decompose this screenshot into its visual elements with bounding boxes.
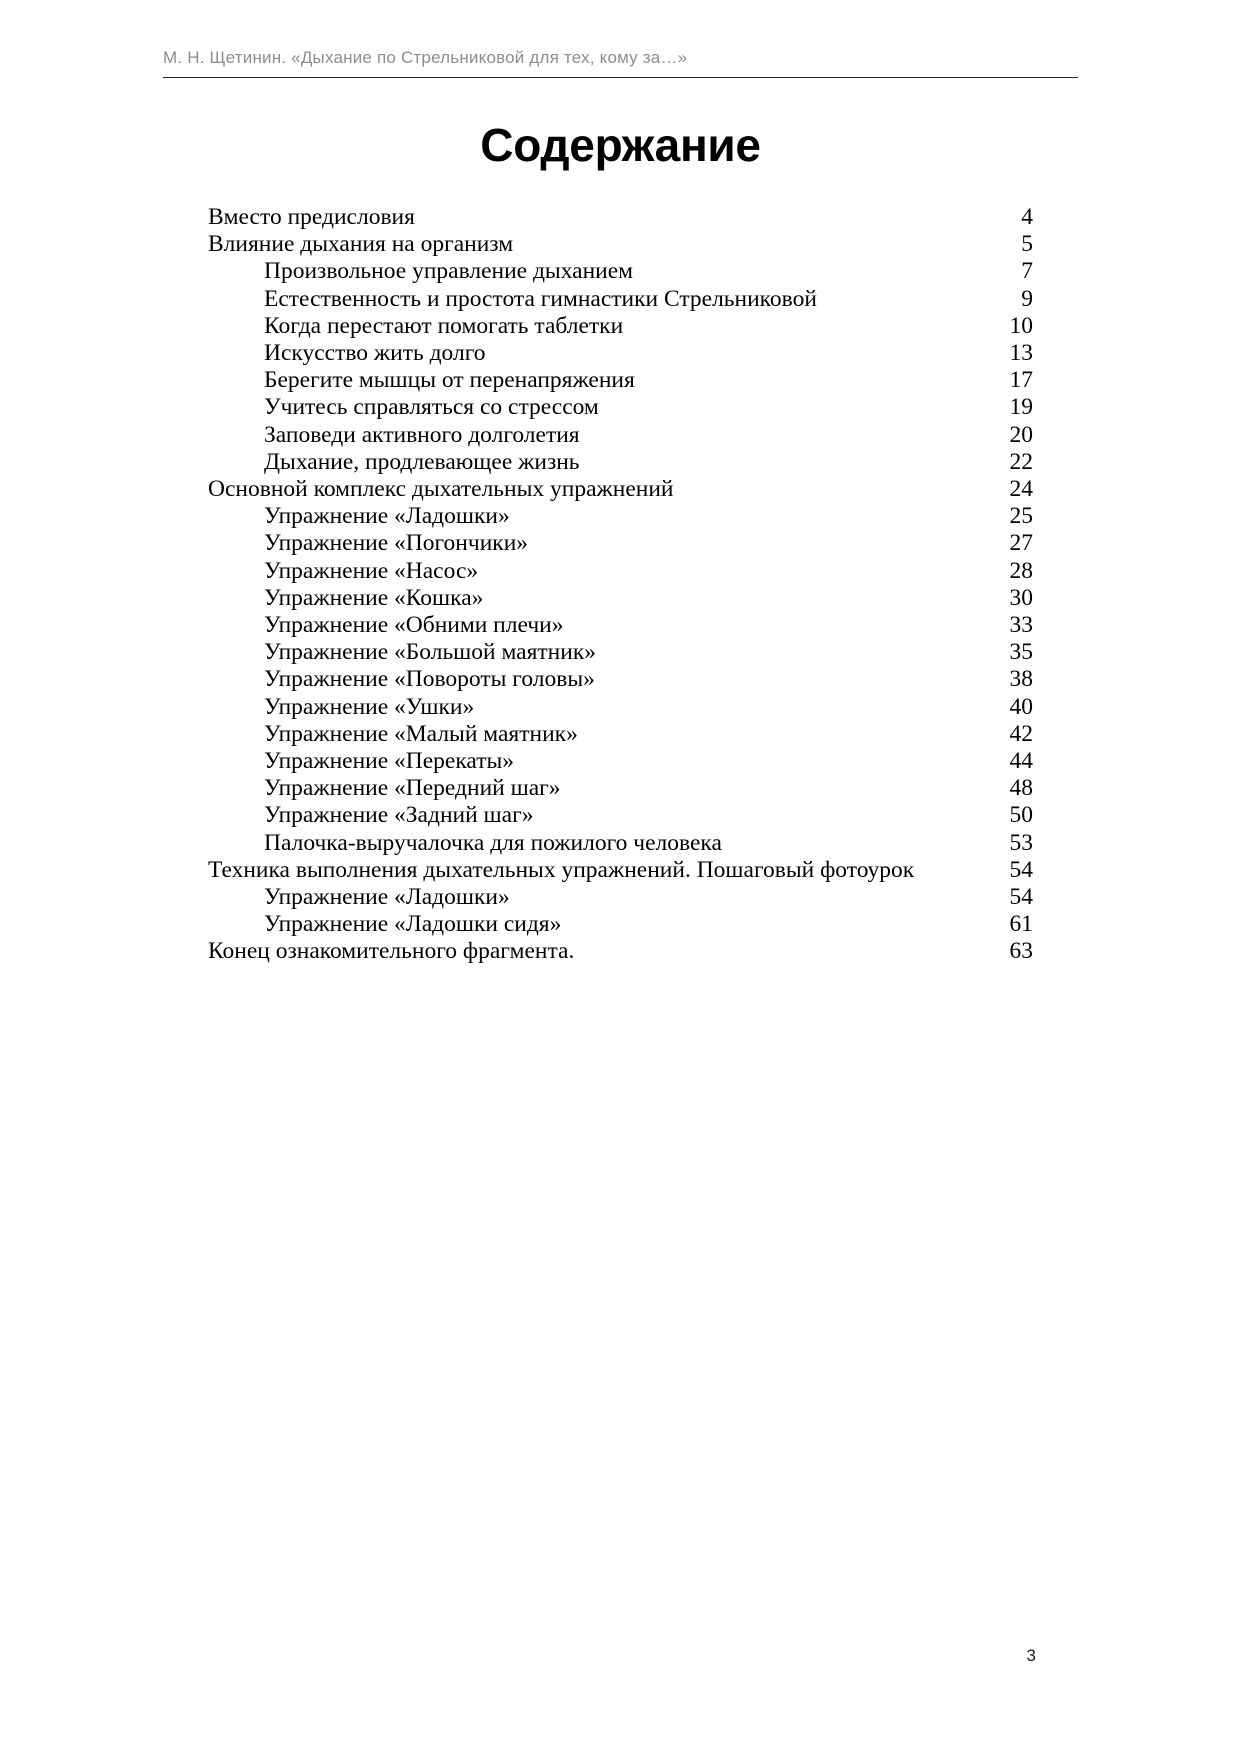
page-title: Содержание	[480, 119, 761, 171]
toc-entry-page-number: 28	[1009, 557, 1033, 584]
toc-entry[interactable]	[208, 558, 1033, 585]
toc-entry-page-number: 25	[1009, 503, 1033, 530]
toc-entry-page-number: 63	[1009, 938, 1033, 965]
toc-entry-label: Упражнение «Насос»	[264, 557, 479, 584]
toc-entry-label: Конец ознакомительного фрагмента.	[208, 938, 575, 965]
toc-entry-page-number: 53	[1009, 829, 1033, 856]
toc-entry-label: Упражнение «Малый маятник»	[264, 720, 578, 747]
toc-entry-page-number: 20	[1009, 421, 1033, 448]
toc-entry[interactable]	[208, 231, 1033, 258]
toc-entry[interactable]	[208, 204, 1033, 231]
toc-entry-label: Упражнение «Перекаты»	[264, 748, 515, 775]
toc-entry-label: Когда перестают помогать таблетки	[264, 312, 624, 339]
toc-entry[interactable]	[208, 639, 1033, 666]
toc-entry-page-number: 4	[1021, 204, 1033, 230]
toc-entry-label: Дыхание, продлевающее жизнь	[264, 448, 580, 475]
toc-entry-label: Учитесь справляться со стрессом	[264, 394, 599, 421]
toc-entry-label: Палочка-выручалочка для пожилого человека	[264, 829, 722, 856]
toc-entry-label: Основной комплекс дыхательных упражнений	[208, 476, 674, 503]
toc-entry-page-number: 33	[1009, 612, 1033, 639]
toc-entry[interactable]	[208, 503, 1033, 530]
toc-entry-page-number: 35	[1009, 639, 1033, 666]
toc-entry[interactable]	[208, 775, 1033, 802]
toc-entry-page-number: 9	[1021, 285, 1033, 312]
toc-entry-page-number: 13	[1009, 340, 1033, 367]
toc-entry[interactable]	[208, 286, 1033, 313]
toc-entry-label: Вместо предисловия	[208, 204, 415, 230]
toc-entry-page-number: 19	[1009, 394, 1033, 421]
toc-entry-page-number: 30	[1009, 584, 1033, 611]
toc-entry-page-number: 40	[1009, 693, 1033, 720]
running-header	[163, 48, 1078, 78]
toc-entry[interactable]	[208, 666, 1033, 693]
running-header-text: М. Н. Щетинин. «Дыхание по Стрельниковой для тех, кому за…»	[163, 48, 688, 67]
toc-entry[interactable]	[208, 367, 1033, 394]
toc-entry-label: Произвольное управление дыханием	[264, 258, 634, 285]
toc-entry-page-number: 17	[1009, 367, 1033, 394]
footer-page-number: 3	[1026, 1646, 1036, 1665]
toc-entry[interactable]	[208, 449, 1033, 476]
toc-entry-page-number: 38	[1009, 666, 1033, 693]
toc-entry-label: Заповеди активного долголетия	[264, 421, 580, 448]
toc-entry[interactable]	[208, 884, 1033, 911]
toc-entry-page-number: 7	[1021, 258, 1033, 285]
header-divider	[163, 77, 1078, 78]
toc-entry[interactable]	[208, 857, 1033, 884]
toc-entry-label: Упражнение «Ушки»	[264, 693, 475, 720]
toc-entry[interactable]	[208, 911, 1033, 938]
toc-entry-label: Упражнение «Ладошки сидя»	[264, 911, 562, 938]
toc-entry-page-number: 44	[1009, 748, 1033, 775]
toc-entry-label: Берегите мышцы от перенапряжения	[264, 367, 635, 394]
toc-entry-label: Упражнение «Передний шаг»	[264, 775, 561, 802]
toc-entry[interactable]	[208, 394, 1033, 421]
toc-entry-label: Упражнение «Повороты головы»	[264, 666, 595, 693]
toc-entry[interactable]	[208, 530, 1033, 557]
toc-entry-label: Упражнение «Кошка»	[264, 584, 484, 611]
toc-entry[interactable]	[208, 476, 1033, 503]
toc-entry-page-number: 50	[1009, 802, 1033, 829]
toc-entry[interactable]	[208, 585, 1033, 612]
toc-entry[interactable]	[208, 748, 1033, 775]
toc-entry-page-number: 22	[1009, 448, 1033, 475]
toc-entry[interactable]	[208, 721, 1033, 748]
toc-entry-page-number: 54	[1009, 856, 1033, 883]
toc-entry-page-number: 42	[1009, 720, 1033, 747]
toc-entry-label: Техника выполнения дыхательных упражнений. Пошаговый фотоурок	[208, 856, 915, 883]
toc-entry[interactable]	[208, 830, 1033, 857]
toc-entry-page-number: 54	[1009, 884, 1033, 911]
toc-entry-label: Упражнение «Задний шаг»	[264, 802, 534, 829]
toc-entry[interactable]	[208, 694, 1033, 721]
toc-entry[interactable]	[208, 612, 1033, 639]
toc-entry-label: Упражнение «Ладошки»	[264, 503, 510, 530]
toc-entry-page-number: 61	[1009, 911, 1033, 938]
toc-entry[interactable]	[208, 258, 1033, 285]
toc-entry-label: Упражнение «Обними плечи»	[264, 612, 564, 639]
toc-entry[interactable]	[208, 340, 1033, 367]
toc-entry-page-number: 5	[1021, 231, 1033, 258]
toc-entry-page-number: 24	[1009, 476, 1033, 503]
toc-entry-label: Влияние дыхания на организм	[208, 231, 514, 258]
toc-entry[interactable]	[208, 422, 1033, 449]
toc-entry-label: Упражнение «Погончики»	[264, 530, 529, 557]
toc-entry-label: Упражнение «Большой маятник»	[264, 639, 596, 666]
toc-entry[interactable]	[208, 313, 1033, 340]
toc-entry-label: Упражнение «Ладошки»	[264, 884, 510, 911]
table-of-contents	[208, 204, 1033, 966]
toc-entry-label: Искусство жить долго	[264, 340, 486, 367]
toc-entry[interactable]	[208, 802, 1033, 829]
toc-entry[interactable]	[208, 938, 1033, 965]
toc-entry-label: Естественность и простота гимнастики Стрельниковой	[264, 285, 817, 312]
toc-entry-page-number: 48	[1009, 775, 1033, 802]
toc-entry-page-number: 10	[1009, 312, 1033, 339]
toc-entry-page-number: 27	[1009, 530, 1033, 557]
